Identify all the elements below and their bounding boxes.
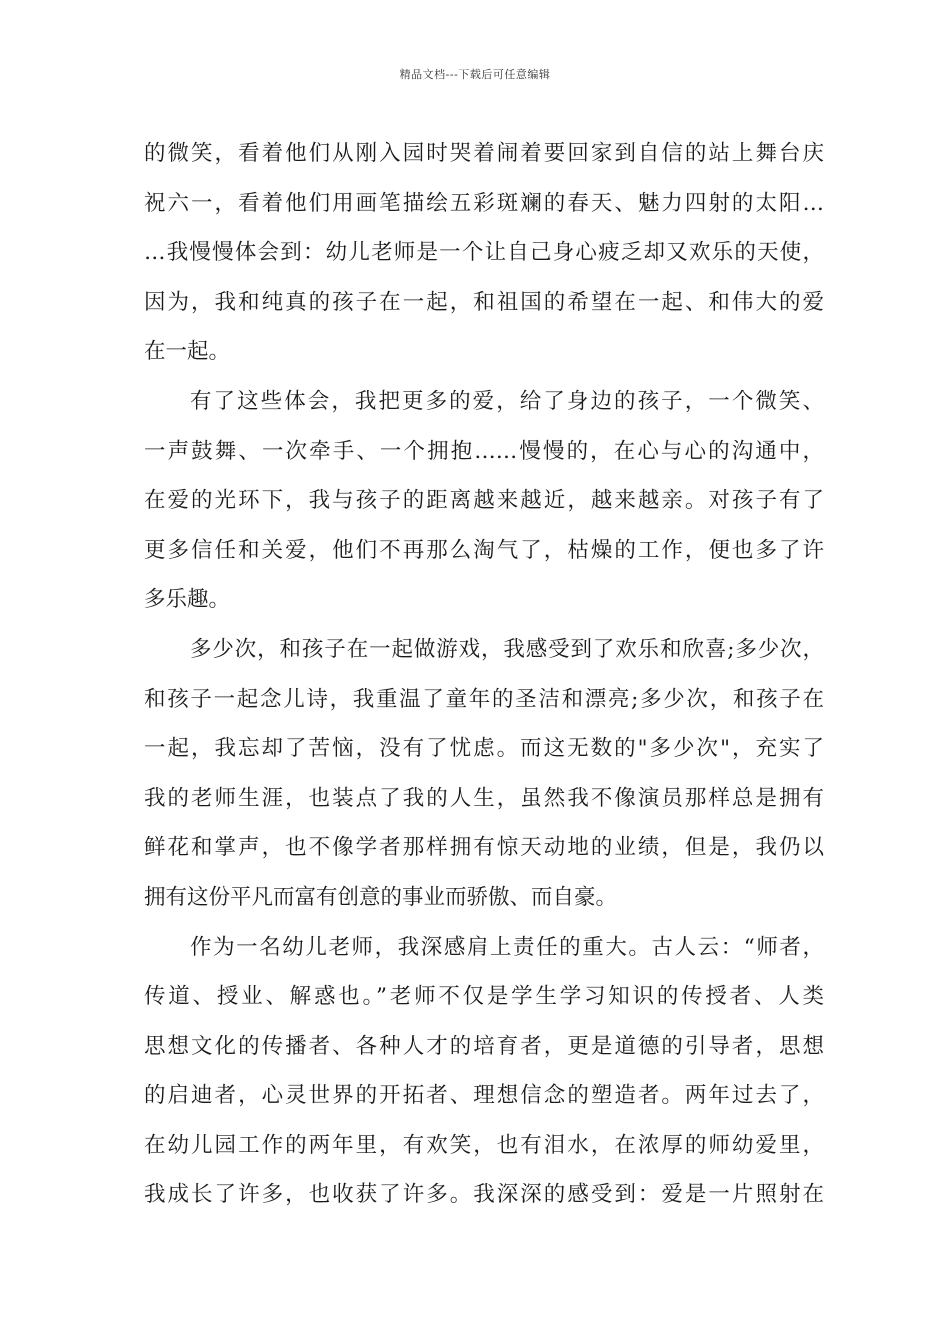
text-line: 鲜花和掌声，也不像学者那样拥有惊天动地的业绩，但是，我仍以	[144, 835, 824, 861]
document-body	[144, 129, 824, 1220]
paragraph-first-line: 有了这些体会，我把更多的爱，给了身边的孩子，一个微笑、	[190, 388, 824, 414]
text-line: 在幼儿园工作的两年里，有欢笑，也有泪水，在浓厚的师幼爱里，	[144, 1132, 824, 1158]
text-line: 多乐趣。	[144, 587, 231, 613]
text-line: 因为，我和纯真的孩子在一起，和祖国的希望在一起、和伟大的爱	[144, 289, 824, 315]
text-line: 的启迪者，心灵世界的开拓者、理想信念的塑造者。两年过去了，	[144, 1083, 824, 1109]
text-line: …我慢慢体会到：幼儿老师是一个让自己身心疲乏却又欢乐的天使，	[144, 240, 824, 266]
text-line: 在一起。	[144, 339, 231, 365]
text-line: 和孩子一起念儿诗，我重温了童年的圣洁和漂亮;多少次，和孩子在	[144, 686, 824, 712]
text-line: 的微笑，看着他们从刚入园时哭着闹着要回家到自信的站上舞台庆	[144, 141, 824, 166]
text-line: 思想文化的传播者、各种人才的培育者，更是道德的引导者，思想	[144, 1033, 824, 1059]
paragraph-first-line: 作为一名幼儿老师，我深感肩上责任的重大。古人云：“师者，	[190, 934, 824, 960]
text-line: 我成长了许多，也收获了许多。我深深的感受到：爱是一片照射在	[144, 1182, 824, 1208]
text-line: 更多信任和关爱，他们不再那么淘气了，枯燥的工作，便也多了许	[144, 537, 824, 563]
text-line: 传道、授业、解惑也。”老师不仅是学生学习知识的传授者、人类	[144, 984, 824, 1010]
page-header: 精品文档---下载后可任意编辑	[399, 68, 551, 81]
text-line: 拥有这份平凡而富有创意的事业而骄傲、而自豪。	[144, 884, 618, 910]
text-line: 在爱的光环下，我与孩子的距离越来越近，越来越亲。对孩子有了	[144, 488, 824, 514]
text-line: 一起，我忘却了苦恼，没有了忧虑。而这无数的"多少次"，充实了	[144, 736, 824, 762]
text-line: 祝六一，看着他们用画笔描绘五彩斑斓的春天、魅力四射的太阳…	[144, 190, 824, 216]
paragraph-first-line: 多少次，和孩子在一起做游戏，我感受到了欢乐和欣喜;多少次，	[190, 636, 824, 662]
text-line: 一声鼓舞、一次牵手、一个拥抱……慢慢的，在心与心的沟通中，	[144, 438, 824, 464]
text-line: 我的老师生涯，也装点了我的人生，虽然我不像演员那样总是拥有	[144, 785, 824, 811]
